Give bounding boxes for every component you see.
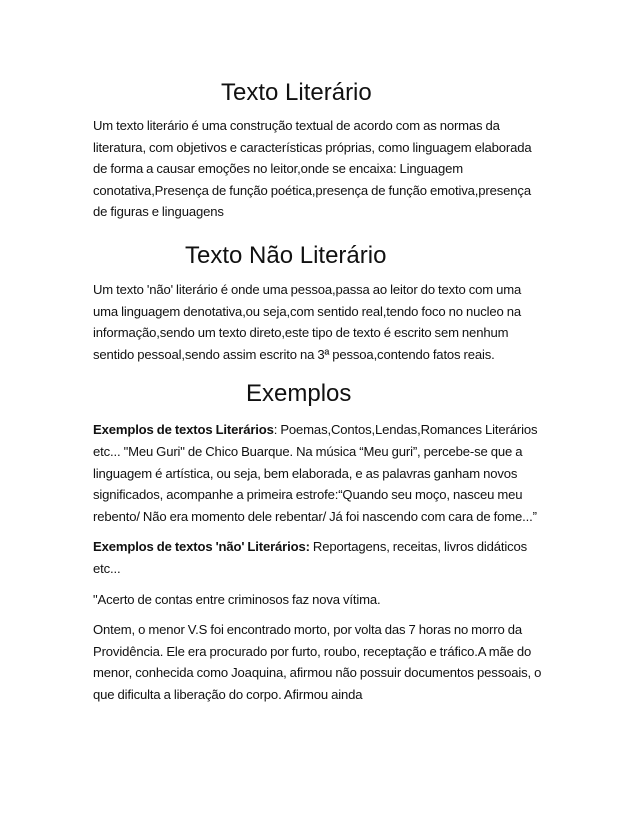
paragraph-exemplos-literarios: [93, 419, 548, 527]
label-exemplos-nao-literarios: Exemplos de textos 'não' Literários:: [93, 539, 310, 555]
text-exemplos-nao-literarios: Reportagens, receitas, livros didáticos etc...: [93, 539, 528, 576]
heading-texto-nao-literario: Texto Não Literário: [185, 241, 387, 269]
text-exemplos-literarios: : Poemas,Contos,Lendas,Romances Literários etc... "Meu Guri" de Chico Buarque. Na música “Meu guri”, percebe-se que a linguagem é artística, ou seja, bem elaborada, e as palavras ganham novos significados, acompanhe a primeira estrofe:“Quando seu moço, nasceu meu rebento/ Não era momento dele rebentar/ Já foi nascendo com cara de fome...”: [93, 422, 538, 524]
paragraph-exemplos-nao-literarios: [93, 536, 548, 579]
heading-exemplos: Exemplos: [246, 380, 352, 408]
paragraph-texto-literario: Um texto literário é uma construção textual de acordo com as normas da literatura, com objetivos e características próprias, como linguagem elaborada de forma a causar emoções no leitor,onde se encaixa: Linguagem conotativa,Presença de função poética,presença de função emotiva,presença de figuras e linguagens: [93, 118, 532, 220]
paragraph-texto-nao-literario: Um texto 'não' literário é onde uma pessoa,passa ao leitor do texto com uma uma linguagem denotativa,ou seja,com sentido real,tendo foco no nucleo na informação,sendo um texto direto,este tipo de texto é escrito sem nenhum sentido pessoal,sendo assim escrito na 3ª pessoa,contendo fatos reais.: [93, 281, 522, 362]
paragraph-quote-body: Ontem, o menor V.S foi encontrado morto, por volta das 7 horas no morro da Providência. Ele era procurado por furto, roubo, receptação e tráfico.A mãe do menor, conhecida como Joaquina, afirmou não possuir documentos pessoais, o que dificulta a liberação do corpo. Afirmou ainda: [93, 622, 542, 702]
label-exemplos-literarios: Exemplos de textos Literários: [93, 422, 274, 438]
heading-texto-literario: Texto Literário: [221, 79, 372, 106]
paragraph-quote-title: "Acerto de contas entre criminosos faz nova vítima.: [93, 591, 381, 607]
